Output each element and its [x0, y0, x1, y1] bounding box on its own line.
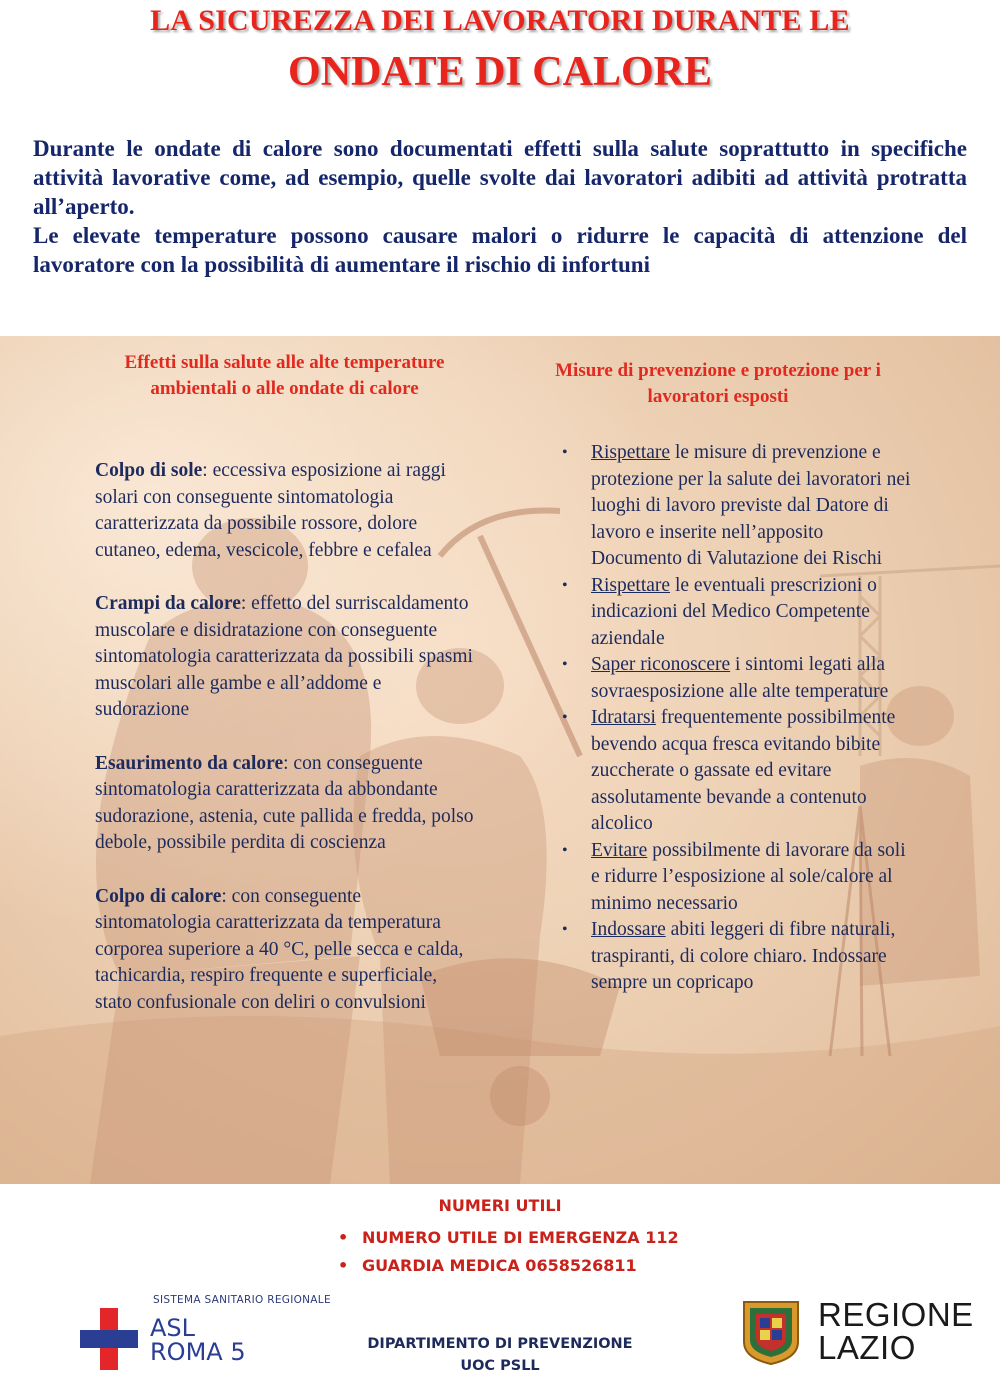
effect-term: Colpo di sole: [95, 460, 203, 481]
measure-key: Saper riconoscere: [591, 654, 731, 675]
title-line-1: LA SICUREZZA DEI LAVORATORI DURANTE LE: [150, 4, 850, 37]
effect-description: : eccessiva esposizione ai raggi solari con conseguente sintomatologia caratterizzata da possibile rossore, dolore cutaneo, edema, vescicole, febbre e cefalea: [95, 460, 446, 561]
measure-key: Idratarsi: [591, 707, 656, 728]
guardia-medica-number: [338, 1252, 679, 1280]
intro-paragraph-1: Durante le ondate di calore sono documentati effetti sulla salute soprattutto in specifiche attività lavorative come, ad esempio, quelle svolte dai lavoratori adibiti ad attività protratta all’aperto.: [33, 136, 967, 219]
measure-text: abiti leggeri di fibre naturali, traspiranti, di colore chiaro. Indossare sempre un copricapo: [591, 919, 896, 993]
measure-text: le eventuali prescrizioni o indicazioni del Medico Competente aziendale: [591, 574, 877, 649]
measure-text: i sintomi legati alla sovraesposizione alle alte temperature: [591, 654, 889, 702]
measure-item: [562, 705, 912, 838]
bullet-icon: •: [562, 921, 568, 938]
useful-numbers-title: NUMERI UTILI: [438, 1196, 562, 1215]
title-line-2: ONDATE DI CALORE: [288, 49, 712, 95]
bullet-icon: •: [562, 841, 568, 859]
effect-colpo-di-calore: [95, 884, 475, 1017]
measure-item: [562, 917, 912, 997]
measure-item: [562, 440, 912, 573]
guardia-medica-text: GUARDIA MEDICA 0658526811: [362, 1256, 637, 1275]
effect-description: : con conseguente sintomatologia caratterizzata da abbondante sudorazione, astenia, cute pallida e fredda, polso debole, possibile perdita di coscienza: [95, 752, 474, 853]
effects-heading: Effetti sulla salute alle alte temperature ambientali o alle ondate di calore: [124, 352, 445, 399]
effect-description: : effetto del surriscaldamento muscolare e disidratazione con conseguente sintomatologia caratterizzata da possibili spasmi muscolari alle gambe e all’addome e sudorazione: [95, 593, 473, 720]
measure-key: Rispettare: [591, 442, 671, 463]
measure-text: le misure di prevenzione e protezione per la salute dei lavoratori nei luoghi di lavoro previste dal Datore di lavoro e inserite nell’apposito Documento di Valutazione dei Rischi: [591, 442, 911, 569]
emergency-number: [338, 1224, 679, 1252]
measure-key: Indossare: [591, 919, 666, 940]
effect-crampi-da-calore: [95, 591, 475, 724]
measure-text: frequentemente possibilmente bevendo acqua fresca evitando bibite zuccherate o gassate ed evitare assolutamente bevande a contenuto alcolico: [591, 707, 896, 834]
bullet-icon: •: [562, 444, 568, 461]
emergency-number-text: NUMERO UTILE DI EMERGENZA 112: [362, 1228, 679, 1247]
useful-numbers-list: [338, 1224, 679, 1280]
measure-key: Rispettare: [591, 574, 671, 596]
regione-lazio-emblem-icon: [740, 1298, 802, 1366]
bullet-icon: •: [562, 576, 568, 594]
bullet-icon: •: [562, 656, 568, 673]
measures-list: [562, 440, 912, 997]
intro-paragraph-2: Le elevate temperature possono causare malori o ridurre le capacità di attenzione del lavoratore con la possibilità di aumentare il rischio di infortuni: [33, 223, 967, 277]
measure-item: [562, 573, 912, 653]
effect-term: Esaurimento da calore: [95, 752, 284, 774]
asl-line-1: ASL: [150, 1314, 196, 1342]
effect-colpo-di-sole: [95, 458, 475, 564]
effect-description: : con conseguente sintomatologia caratterizzata da temperatura corporea superiore a 40 °C, pelle secca e calda, tachicardia, respiro frequente e superficiale, stato confusionale con deliri o convulsioni: [95, 885, 464, 1013]
measure-item: [562, 652, 912, 705]
lazio-line-2: LAZIO: [818, 1329, 916, 1366]
bullet-icon: •: [338, 1228, 349, 1247]
regione-lazio-text: [818, 1298, 974, 1364]
measure-text: possibilmente di lavorare da soli e ridurre l’esposizione al sole/calore al minimo necessario: [591, 839, 906, 914]
department-line-1: DIPARTIMENTO DI PREVENZIONE: [367, 1336, 633, 1352]
asl-line-2: ROMA 5: [150, 1338, 246, 1366]
measures-heading: Misure di prevenzione e protezione per i lavoratori esposti: [555, 360, 881, 407]
ssr-label: SISTEMA SANITARIO REGIONALE: [153, 1294, 331, 1306]
effect-term: Colpo di calore: [95, 885, 222, 907]
effects-list: [95, 458, 475, 1043]
effect-esaurimento-da-calore: [95, 751, 475, 857]
lazio-line-1: REGIONE: [818, 1296, 974, 1333]
effect-term: Crampi da calore: [95, 593, 241, 614]
department-line-2: UOC PSLL: [460, 1358, 540, 1374]
measure-key: Evitare: [591, 839, 648, 861]
intro-text: [33, 134, 967, 279]
bullet-icon: •: [562, 709, 568, 726]
content-panel: [0, 336, 1000, 1184]
bullet-icon: •: [338, 1256, 349, 1275]
measure-item: [562, 838, 912, 918]
